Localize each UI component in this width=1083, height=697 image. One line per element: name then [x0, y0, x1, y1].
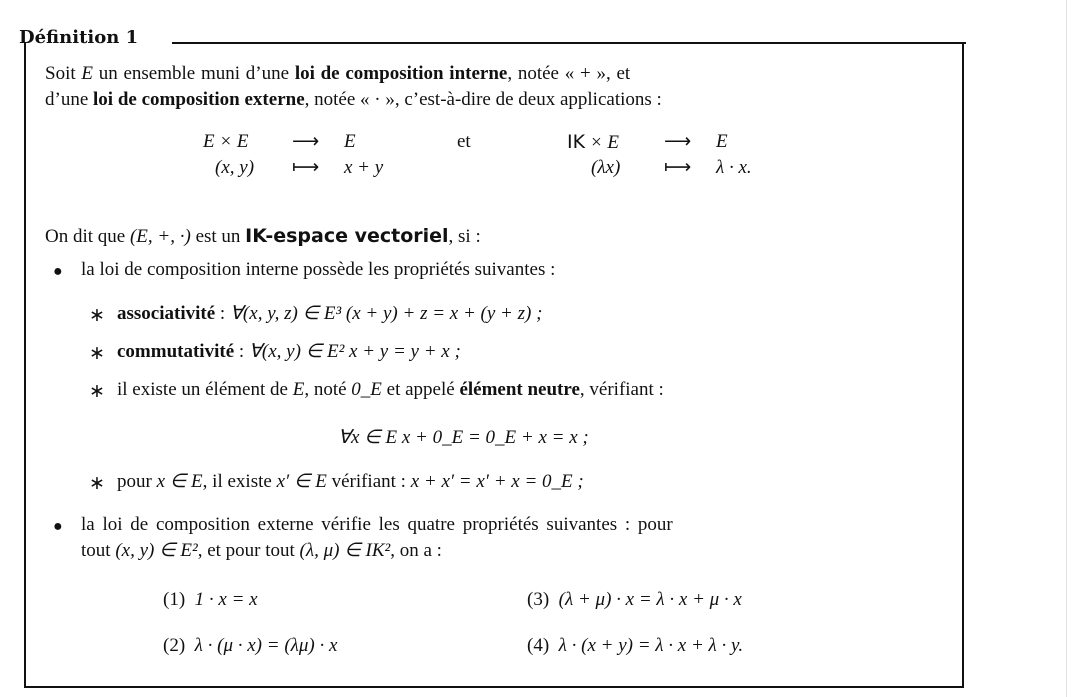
property-equation: λ · (μ · x) = (λμ) · x — [194, 635, 338, 656]
property-number: (4) — [527, 635, 550, 656]
intro-line-2 — [45, 87, 662, 113]
math: x′ ∈ E — [276, 471, 327, 492]
star-opposite — [117, 469, 584, 495]
intro-text: d’une — [45, 89, 94, 110]
term-external-law: loi de composition externe — [93, 89, 305, 110]
map1-mapsto: ⟼ — [292, 157, 320, 178]
intro-text: , notée « · », c’est-à-dire de deux applications : — [304, 89, 662, 110]
term-internal-law: loi de composition interne — [294, 63, 508, 84]
map2-domain — [567, 129, 619, 156]
term-neutral-element: élément neutre — [459, 379, 580, 400]
property-equation: λ · (x + y) = λ · x + λ · y. — [558, 635, 744, 656]
word-et: et — [457, 131, 471, 152]
text: , noté — [304, 379, 352, 400]
text: , et pour tout — [197, 540, 300, 561]
bullet-external-law: la loi de composition externe vérifie les quatre propriétés suivantes : pour — [81, 514, 673, 535]
text: pour — [117, 471, 157, 492]
property-number: (3) — [527, 589, 550, 610]
map1-image: x + y — [344, 157, 384, 178]
map2-image: λ · x. — [716, 157, 752, 178]
map2-arrow: ⟶ — [664, 131, 692, 152]
intro-text: , notée « + », et — [507, 63, 631, 84]
math-E: E — [81, 63, 93, 84]
on-dit-text: On dit que — [45, 226, 130, 247]
math-triple: (E, +, ·) — [129, 226, 191, 247]
property-equation: 1 · x = x — [194, 589, 258, 610]
map2-mapsto: ⟼ — [664, 157, 692, 178]
term-vector-space: IK-espace vectoriel — [245, 225, 449, 247]
intro-text: un ensemble muni d’une — [92, 63, 295, 84]
text: , il existe — [202, 471, 277, 492]
property-3 — [527, 587, 742, 613]
definition-title: Définition 1 — [19, 27, 139, 48]
star-commutativity — [117, 339, 461, 365]
star-marker: ∗ — [89, 343, 105, 364]
property-number: (2) — [163, 635, 186, 656]
math: (λ, μ) ∈ IK² — [299, 540, 391, 561]
math-associativity: ∀(x, y, z) ∈ E³ (x + y) + z = x + (y + z) ; — [229, 303, 543, 324]
math-commutativity: ∀(x, y) ∈ E² x + y = y + x ; — [248, 341, 461, 362]
text: il existe un élément de — [117, 379, 293, 400]
map1-codomain: E — [344, 131, 356, 152]
text: et appelé — [381, 379, 460, 400]
sep: : — [234, 341, 249, 362]
term-commutativity: commutativité — [117, 341, 235, 362]
star-marker: ∗ — [89, 473, 105, 494]
math-zero: 0_E — [351, 379, 382, 400]
map1-arrow: ⟶ — [292, 131, 320, 152]
text: tout — [81, 540, 116, 561]
bullet-external-law-line2 — [81, 538, 442, 564]
bullet-marker: ● — [53, 263, 63, 280]
text: , on a : — [390, 540, 442, 561]
text: , vérifiant : — [579, 379, 664, 400]
property-2 — [163, 633, 337, 659]
property-1 — [163, 587, 258, 613]
map2-codomain: E — [716, 131, 728, 152]
map2-argument: (λx) — [591, 157, 621, 178]
math: x + x′ = x′ + x = 0_E ; — [410, 471, 584, 492]
bullet-internal-law: la loi de composition interne possède les propriétés suivantes : — [81, 259, 556, 280]
text: vérifiant : — [326, 471, 411, 492]
on-dit-line — [45, 223, 481, 250]
term-associativity: associativité — [117, 303, 216, 324]
map1-argument: (x, y) — [215, 157, 255, 178]
math-E: E — [292, 379, 305, 400]
right-scroll-strip — [1066, 0, 1083, 697]
intro-line-1 — [45, 61, 630, 87]
property-4 — [527, 633, 743, 659]
on-dit-text: est un — [190, 226, 246, 247]
star-neutral — [117, 377, 664, 403]
bullet-marker: ● — [53, 518, 63, 535]
map1-domain: E × E — [203, 131, 249, 152]
star-associativity — [117, 301, 542, 327]
on-dit-text: , si : — [448, 226, 481, 247]
star-marker: ∗ — [89, 305, 105, 326]
intro-text: Soit — [45, 63, 82, 84]
star-marker: ∗ — [89, 381, 105, 402]
property-equation: (λ + μ) · x = λ · x + μ · x — [558, 589, 742, 610]
field-K: IK — [567, 131, 586, 153]
map2-domain-rest: × E — [585, 132, 620, 153]
property-number: (1) — [163, 589, 186, 610]
neutral-equation: ∀x ∈ E x + 0_E = 0_E + x = x ; — [338, 427, 589, 448]
math: (x, y) ∈ E² — [115, 540, 198, 561]
sep: : — [215, 303, 230, 324]
math: x ∈ E — [156, 471, 203, 492]
